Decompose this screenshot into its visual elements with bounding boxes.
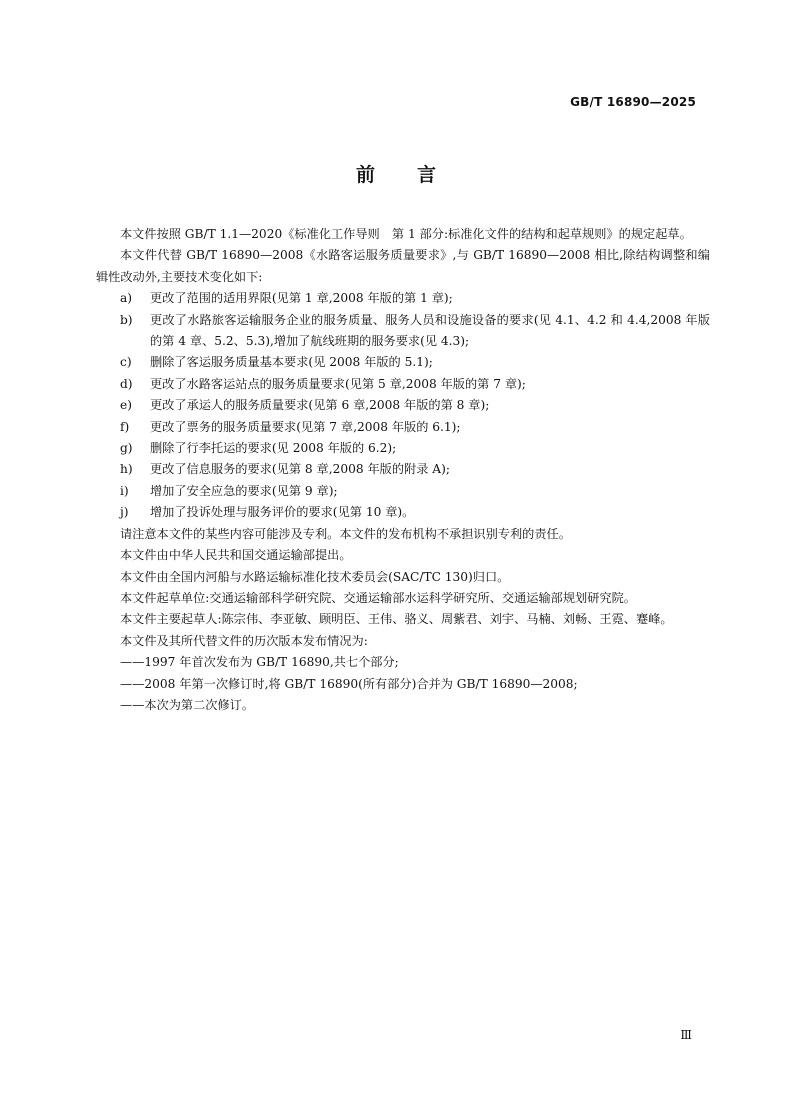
list-marker: i) xyxy=(120,483,129,498)
list-item xyxy=(96,310,710,353)
paragraph-history-intro: 本文件及其所代替文件的历次版本发布情况为: xyxy=(120,633,368,648)
list-item-text: 更改了水路客运站点的服务质量要求(见第 5 章,2008 年版的第 7 章); xyxy=(150,376,526,391)
list-item-text: 更改了水路旅客运输服务企业的服务质量、服务人员和设施设备的要求(见 4.1、4.2 和 4.4,2008 年版的第 4 章、5.2、5.3),增加了航线班期的服务要求(见 4.3); xyxy=(150,312,710,349)
foreword-body xyxy=(96,224,710,716)
paragraph-drafting-units: 本文件起草单位:交通运输部科学研究院、交通运输部水运科学研究所、交通运输部规划研究院。 xyxy=(120,590,636,605)
list-marker: d) xyxy=(120,376,133,391)
list-item xyxy=(96,288,710,309)
list-item-text: 更改了信息服务的要求(见第 8 章,2008 年版的附录 A); xyxy=(150,462,450,477)
list-item-text: 更改了票务的服务质量要求(见第 7 章,2008 年版的 6.1); xyxy=(150,419,461,434)
list-item xyxy=(96,481,710,502)
paragraph-drafters: 本文件主要起草人:陈宗伟、李亚敏、顾明臣、王伟、骆义、周紫君、刘宇、马楠、刘畅、王霓、蹇峰。 xyxy=(120,612,673,627)
list-item-text: 更改了范围的适用界限(见第 1 章,2008 年版的第 1 章); xyxy=(150,291,453,306)
paragraph-proposer: 本文件由中华人民共和国交通运输部提出。 xyxy=(120,548,352,563)
list-marker: h) xyxy=(120,462,133,477)
list-marker: b) xyxy=(120,312,133,327)
history-item: ——1997 年首次发布为 GB/T 16890,共七个部分; xyxy=(120,655,399,670)
list-marker: a) xyxy=(120,291,133,306)
title-char-2: 言 xyxy=(417,164,437,186)
paragraph-drafting-rules: 本文件按照 GB/T 1.1—2020《标准化工作导则 第 1 部分:标准化文件的结构和起草规则》的规定起草。 xyxy=(120,227,692,241)
list-item xyxy=(96,438,710,459)
title-char-1: 前 xyxy=(355,164,375,186)
list-marker: f) xyxy=(120,419,130,434)
list-item xyxy=(96,352,710,373)
list-item-text: 删除了行李托运的要求(见 2008 年版的 6.2); xyxy=(150,441,397,456)
paragraph-committee: 本文件由全国内河船与水路运输标准化技术委员会(SAC/TC 130)归口。 xyxy=(120,569,510,584)
list-item xyxy=(96,374,710,395)
list-item xyxy=(96,459,710,480)
list-marker: e) xyxy=(120,398,132,413)
history-item: ——2008 年第一次修订时,将 GB/T 16890(所有部分)合并为 GB/T 16890—2008; xyxy=(120,676,578,691)
list-marker: c) xyxy=(120,355,132,370)
paragraph-replacement: 本文件代替 GB/T 16890—2008《水路客运服务质量要求》,与 GB/T 16890—2008 相比,除结构调整和编辑性改动外,主要技术变化如下: xyxy=(96,248,710,284)
paragraph-patent-notice: 请注意本文件的某些内容可能涉及专利。本文件的发布机构不承担识别专利的责任。 xyxy=(120,526,571,541)
list-item xyxy=(96,417,710,438)
list-item-text: 增加了投诉处理与服务评价的要求(见第 10 章)。 xyxy=(150,505,415,520)
page-title xyxy=(0,160,792,187)
technical-changes-list xyxy=(96,288,710,523)
list-item xyxy=(96,502,710,523)
list-marker: g) xyxy=(120,441,133,456)
list-item xyxy=(96,395,710,416)
history-item: ——本次为第二次修订。 xyxy=(120,697,255,712)
list-marker: j) xyxy=(120,505,129,520)
list-item-text: 删除了客运服务质量基本要求(见 2008 年版的 5.1); xyxy=(150,355,433,370)
page-number: Ⅲ xyxy=(680,1028,692,1042)
list-item-text: 更改了承运人的服务质量要求(见第 6 章,2008 年版的第 8 章); xyxy=(150,398,490,413)
list-item-text: 增加了安全应急的要求(见第 9 章); xyxy=(150,483,338,498)
standard-code: GB/T 16890—2025 xyxy=(570,95,696,109)
